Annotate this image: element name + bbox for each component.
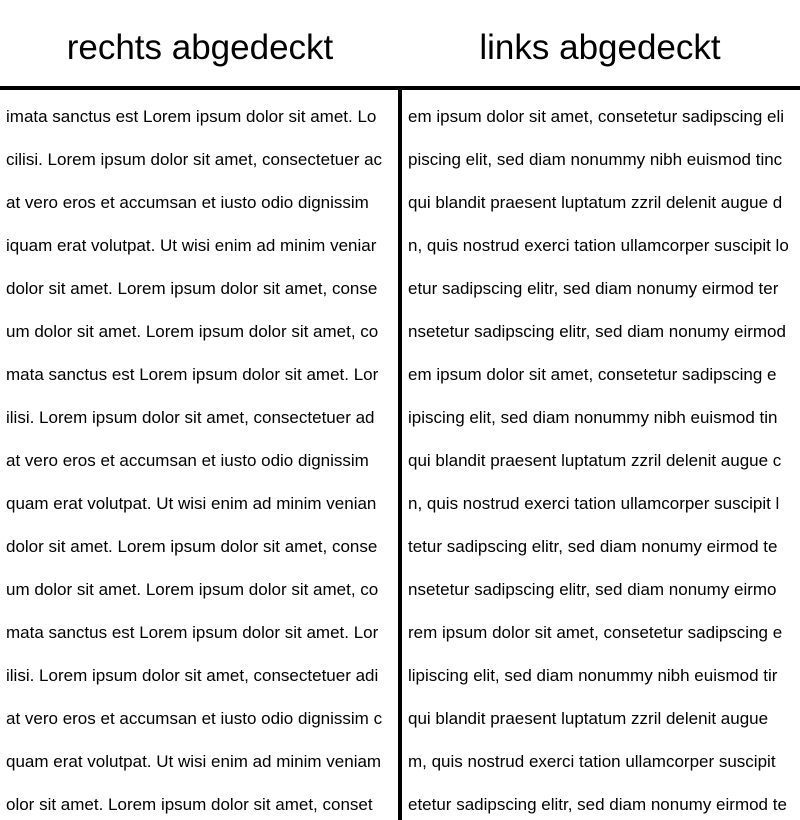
text-line: at vero eros et accumsan et iusto odio dignissim xyxy=(6,193,369,212)
left-column-title: rechts abgedeckt xyxy=(66,28,334,67)
text-line: at vero eros et accumsan et iusto odio dignissim c xyxy=(6,709,383,728)
text-line: em ipsum dolor sit amet, consetetur sadipscing eli xyxy=(408,107,785,126)
text-line: n, quis nostrud exerci tation ullamcorper suscipit lo xyxy=(408,236,789,255)
text-line: quam erat volutpat. Ut wisi enim ad minim venian xyxy=(6,494,377,513)
text-line: qui blandit praesent luptatum zzril delenit augue c xyxy=(408,451,782,470)
text-line: rem ipsum dolor sit amet, consetetur sadipscing e xyxy=(408,623,783,642)
text-line: at vero eros et accumsan et iusto odio dignissim xyxy=(6,451,369,470)
text-line: quam erat volutpat. Ut wisi enim ad minim veniam xyxy=(6,752,382,771)
text-line: em ipsum dolor sit amet, consetetur sadipscing e xyxy=(408,365,777,384)
text-line: ilisi. Lorem ipsum dolor sit amet, consectetuer ad xyxy=(6,408,375,427)
text-line: iquam erat volutpat. Ut wisi enim ad minim veniar xyxy=(6,236,377,255)
text-line: etur sadipscing elitr, sed diam nonumy eirmod ter xyxy=(408,279,779,298)
text-line: piscing elit, sed diam nonummy nibh euismod tinc xyxy=(408,150,783,169)
text-line: etetur sadipscing elitr, sed diam nonumy eirmod te xyxy=(408,795,787,814)
text-line: imata sanctus est Lorem ipsum dolor sit amet. Lo xyxy=(6,107,377,126)
text-line: um dolor sit amet. Lorem ipsum dolor sit amet, co xyxy=(6,322,379,341)
right-column-title: links abgedeckt xyxy=(479,28,721,67)
text-line: qui blandit praesent luptatum zzril delenit augue xyxy=(408,709,769,728)
text-line: tetur sadipscing elitr, sed diam nonumy eirmod te xyxy=(408,537,778,556)
text-line: olor sit amet. Lorem ipsum dolor sit amet, conset xyxy=(6,795,373,814)
text-line: lipiscing elit, sed diam nonummy nibh euismod tir xyxy=(408,666,778,685)
left-text-pane xyxy=(0,90,391,820)
header xyxy=(0,0,800,88)
text-line: mata sanctus est Lorem ipsum dolor sit amet. Lor xyxy=(6,365,379,384)
text-line: n, quis nostrud exerci tation ullamcorper suscipit l xyxy=(408,494,780,513)
text-line: qui blandit praesent luptatum zzril delenit augue d xyxy=(408,193,783,212)
text-line: um dolor sit amet. Lorem ipsum dolor sit amet, co xyxy=(6,580,379,599)
text-line: cilisi. Lorem ipsum dolor sit amet, consectetuer ac xyxy=(6,150,383,169)
text-line: dolor sit amet. Lorem ipsum dolor sit amet, conse xyxy=(6,279,378,298)
text-line: mata sanctus est Lorem ipsum dolor sit amet. Lor xyxy=(6,623,379,642)
text-line: m, quis nostrud exerci tation ullamcorper suscipit xyxy=(408,752,776,771)
text-line: nsetetur sadipscing elitr, sed diam nonumy eirmo xyxy=(408,580,777,599)
text-line: nsetetur sadipscing elitr, sed diam nonumy eirmod xyxy=(408,322,786,341)
text-line: dolor sit amet. Lorem ipsum dolor sit amet, conse xyxy=(6,537,378,556)
text-line: ilisi. Lorem ipsum dolor sit amet, consectetuer adi xyxy=(6,666,379,685)
text-line: ipiscing elit, sed diam nonummy nibh euismod tin xyxy=(408,408,778,427)
right-text-pane xyxy=(402,90,800,820)
